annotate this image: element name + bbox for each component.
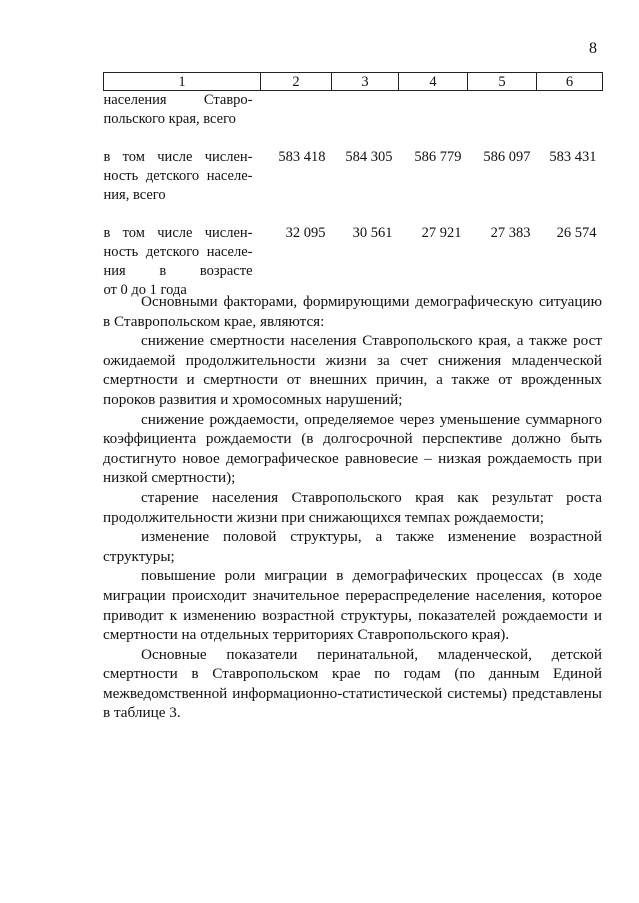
row-label-line: от 0 до 1 года <box>103 282 187 298</box>
table-cell: 584 305 <box>345 149 393 165</box>
page-number: 8 <box>589 40 597 57</box>
row-label-line: ния, всего <box>103 187 166 203</box>
row-label-line: ность детского населе- <box>103 244 253 260</box>
statistics-table <box>103 72 603 300</box>
table-cell: 27 921 <box>421 225 462 241</box>
row-label-line: в том числе числен- <box>103 149 253 165</box>
table-cell: 27 383 <box>490 225 531 241</box>
table-cell: 26 574 <box>556 225 597 241</box>
row-label <box>104 148 261 205</box>
table-header-row <box>104 73 603 91</box>
paragraph: старение населения Ставропольского края как результат роста продолжительности жизни при снижающихся темпах рождаемости; <box>103 488 602 526</box>
column-header: 1 <box>104 73 261 91</box>
table-row <box>104 224 603 300</box>
table-cell <box>468 91 537 130</box>
table-cell: 32 095 <box>285 225 326 241</box>
row-label <box>104 91 261 130</box>
column-header: 2 <box>261 73 332 91</box>
table-cell: 586 779 <box>414 149 462 165</box>
population-table <box>103 72 602 300</box>
table-cell <box>261 91 332 130</box>
column-header: 6 <box>537 73 603 91</box>
row-label-line: польского края, всего <box>103 111 236 127</box>
table-row <box>104 148 603 205</box>
column-header: 3 <box>332 73 399 91</box>
row-label-line: ния в возрасте <box>103 263 253 279</box>
column-header: 5 <box>468 73 537 91</box>
paragraph: снижение рождаемости, определяемое через уменьшение суммарного коэффициента рождаемости (в долгосрочной перспективе должно быть достигнуто новое демографическое равновесие – низкая рождаемость при низкой смертности); <box>103 410 602 487</box>
table-cell: 583 418 <box>278 149 326 165</box>
paragraph: Основными факторами, формирующими демографическую ситуацию в Ставропольском крае, являются: <box>103 293 602 330</box>
table-cell <box>332 91 399 130</box>
paragraph: изменение половой структуры, а также изменение возрастной структуры; <box>103 528 602 565</box>
paragraph: снижение смертности населения Ставропольского края, а также рост ожидаемой продолжительности жизни за счет снижения младенческой смертности и смертности от внешних причин, а также от врожденных пороков развития и хромосомных нарушений; <box>103 332 602 408</box>
table-cell <box>399 91 468 130</box>
paragraph: повышение роли миграции в демографических процессах (в ходе миграции происходит значительное перераспределение населения, которое приводит к изменению возрастной структуры, показателей рождаемости и смертности на отдельных территориях Ставропольского края). <box>103 567 602 644</box>
row-label <box>104 224 261 300</box>
table-cell: 30 561 <box>352 225 393 241</box>
column-header: 4 <box>399 73 468 91</box>
table-cell: 586 097 <box>483 149 531 165</box>
paragraph: Основные показатели перинатальной, младенческой, детской смертности в Ставропольском крае по годам (по данным Единой межведомственной информационно-статистической системы) представлены в таблице 3. <box>103 645 602 722</box>
row-label-line: в том числе числен- <box>103 225 253 241</box>
row-label-line: ность детского населе- <box>103 168 253 184</box>
table-cell <box>537 91 603 130</box>
body-text <box>103 292 602 723</box>
row-label-line: населения Ставро- <box>103 92 253 108</box>
table-cell: 583 431 <box>549 149 597 165</box>
table-row <box>104 91 603 130</box>
